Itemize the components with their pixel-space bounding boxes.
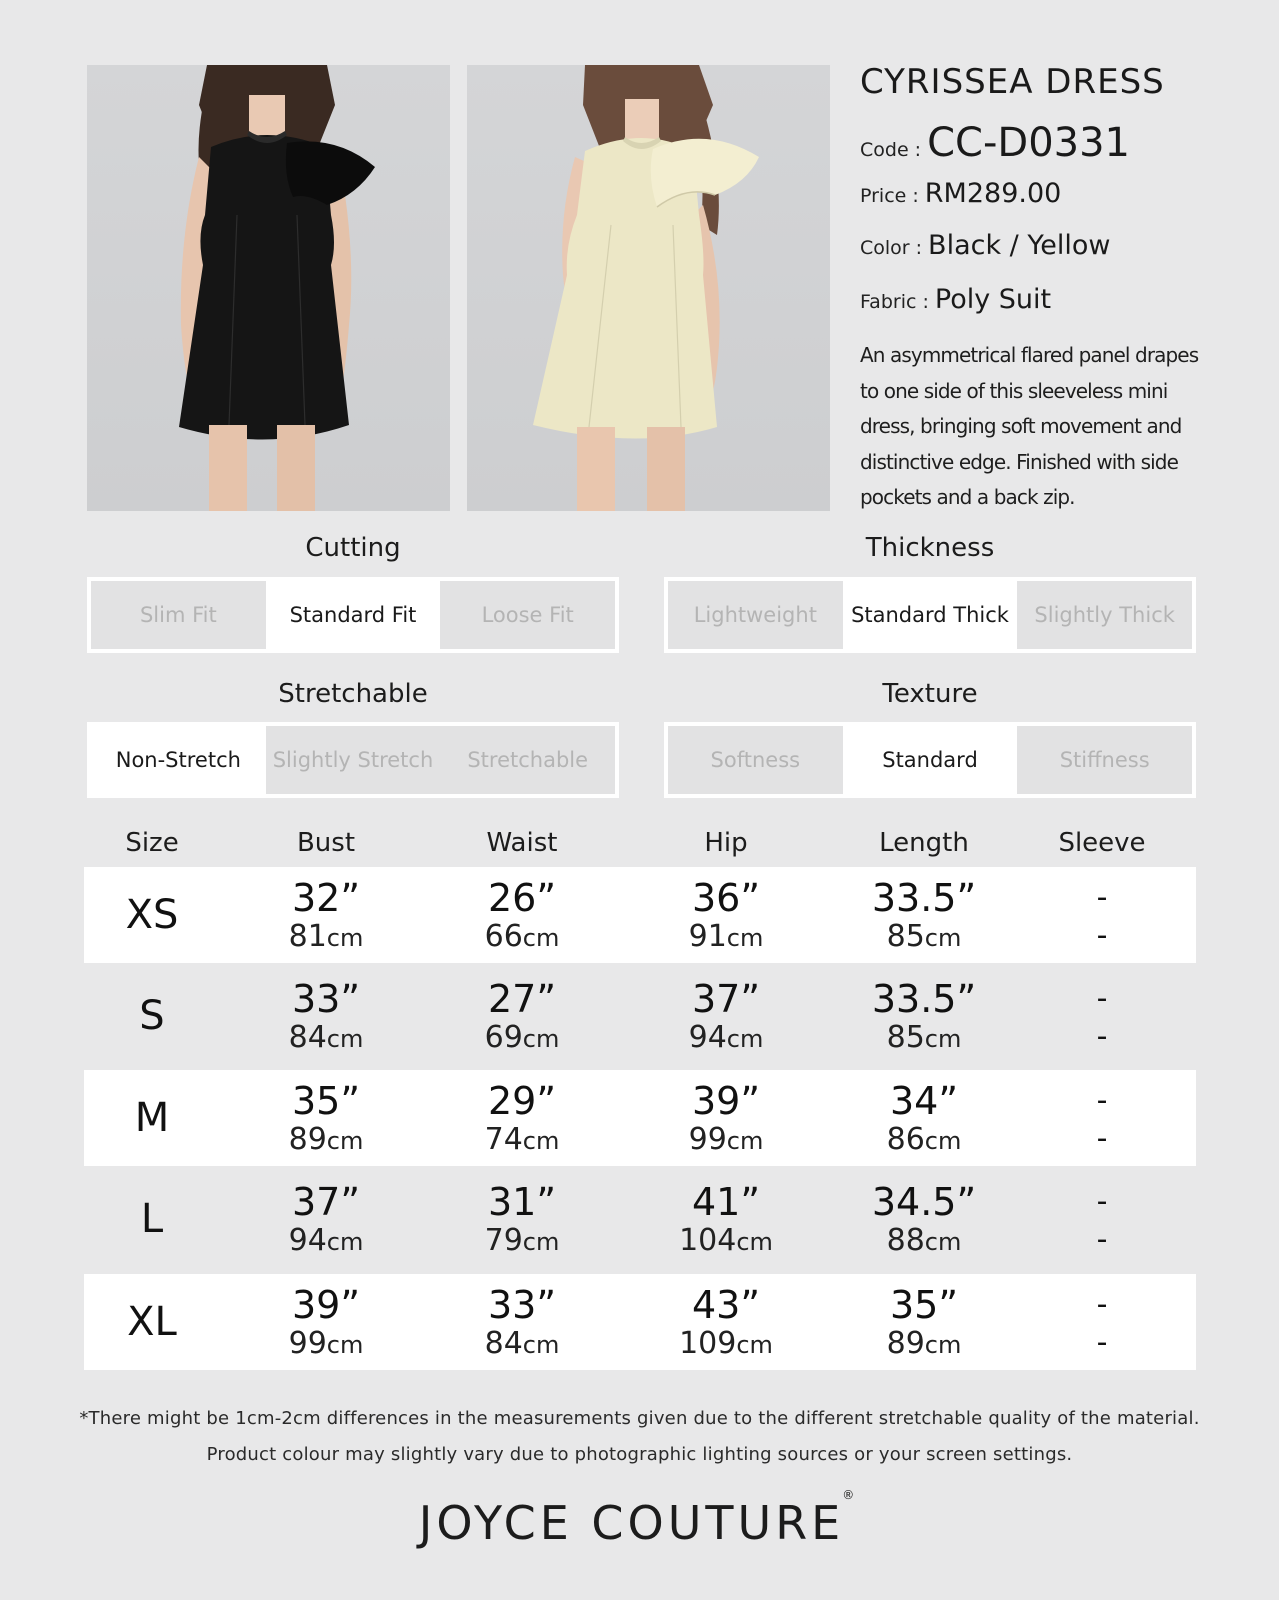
waist-cm — [442, 1326, 602, 1363]
bust-cm-value: 84 — [288, 1020, 327, 1055]
table-row — [84, 1171, 1196, 1267]
bust-inches: 39” — [291, 1283, 361, 1327]
cm-unit: cm — [326, 1331, 364, 1359]
waist-cm-value: 74 — [484, 1122, 523, 1157]
waist-cm — [442, 1020, 602, 1057]
sleeve-inches: - — [1096, 1184, 1108, 1219]
cm-unit: cm — [924, 1228, 962, 1256]
length-cm — [844, 1326, 1004, 1363]
yellow-dress-photo — [467, 65, 830, 511]
thickness-option-slightly-thick[interactable]: Slightly Thick — [1034, 603, 1175, 627]
table-row — [84, 1274, 1196, 1370]
bust-cell — [246, 1181, 406, 1260]
cm-unit: cm — [326, 1025, 364, 1053]
product-name: CYRISSEA DRESS — [860, 62, 1165, 102]
hip-inches: 41” — [691, 1180, 761, 1224]
product-color: Black / Yellow — [928, 230, 1111, 261]
waist-cell — [442, 1181, 602, 1260]
cutting-option-standard-fit[interactable]: Standard Fit — [266, 581, 441, 649]
sleeve-cm: - — [1096, 1121, 1108, 1156]
sleeve-cell — [1022, 980, 1182, 1056]
sleeve-inches: - — [1096, 1083, 1108, 1118]
waist-cm — [442, 1223, 602, 1260]
size-label: XS — [125, 892, 179, 938]
stretchable-title: Stretchable — [278, 679, 428, 709]
product-price: RM289.00 — [924, 178, 1062, 209]
bust-cm — [246, 1020, 406, 1057]
cutting-selector — [87, 577, 619, 653]
sleeve-cm: - — [1096, 1019, 1108, 1054]
product-description: An asymmetrical flared panel drapes to one side of this sleeveless mini dress, bringing soft movement and distinctive edge. Finished with side pockets and a back zip. — [860, 343, 1199, 509]
colour-note: Product colour may slightly vary due to photographic lighting sources or your screen settings. — [206, 1444, 1073, 1465]
black-dress-illustration — [87, 65, 450, 511]
length-cm-value: 86 — [886, 1122, 925, 1157]
size-label: L — [140, 1196, 164, 1242]
bust-inches: 37” — [291, 1180, 361, 1224]
hip-cm — [646, 1122, 806, 1159]
length-inches: 33.5” — [871, 876, 977, 920]
cm-unit: cm — [326, 924, 364, 952]
cm-unit: cm — [522, 1228, 560, 1256]
length-cell — [844, 978, 1004, 1057]
waist-cm — [442, 919, 602, 956]
texture-option-softness[interactable]: Softness — [710, 748, 801, 772]
length-inches: 34” — [889, 1079, 959, 1123]
texture-title: Texture — [882, 679, 978, 709]
bust-cm-value: 81 — [288, 919, 327, 954]
cm-unit: cm — [326, 1228, 364, 1256]
hip-cell — [646, 1080, 806, 1159]
hip-cell — [646, 1284, 806, 1363]
price-label: Price : — [860, 185, 919, 207]
hip-cm-value: 104 — [679, 1223, 737, 1258]
hip-cm — [646, 1223, 806, 1260]
cutting-title: Cutting — [305, 533, 401, 563]
header-hip: Hip — [704, 828, 748, 858]
length-cm-value: 89 — [886, 1326, 925, 1361]
sleeve-inches: - — [1096, 981, 1108, 1016]
hip-cm-value: 91 — [688, 919, 727, 954]
waist-cm — [442, 1122, 602, 1159]
thickness-option-lightweight[interactable]: Lightweight — [693, 603, 817, 627]
hip-cell — [646, 978, 806, 1057]
bust-inches: 32” — [291, 876, 361, 920]
product-fabric-row — [860, 284, 1051, 315]
table-row — [84, 968, 1196, 1064]
stretch-option-slightly-stretch[interactable]: Slightly Stretch — [272, 748, 434, 772]
header-bust: Bust — [296, 828, 356, 858]
bust-cm — [246, 1326, 406, 1363]
texture-option-standard[interactable]: Standard — [843, 726, 1018, 794]
length-inches: 34.5” — [871, 1180, 977, 1224]
cm-unit: cm — [726, 1127, 764, 1155]
header-length: Length — [879, 828, 969, 858]
hip-cm-value: 99 — [688, 1122, 727, 1157]
cm-unit: cm — [522, 924, 560, 952]
hip-inches: 37” — [691, 977, 761, 1021]
thickness-title: Thickness — [865, 533, 995, 563]
length-cm-value: 85 — [886, 919, 925, 954]
waist-cell — [442, 1080, 602, 1159]
color-label: Color : — [860, 237, 923, 259]
cm-unit: cm — [736, 1331, 773, 1359]
hip-cm-value: 94 — [688, 1020, 727, 1055]
length-cell — [844, 1181, 1004, 1260]
sleeve-cell — [1022, 1183, 1182, 1259]
cm-unit: cm — [326, 1127, 364, 1155]
brand-name: JOYCE COUTURE — [418, 1496, 845, 1550]
hip-cm — [646, 919, 806, 956]
product-code-row — [860, 120, 1130, 166]
cm-unit: cm — [924, 924, 962, 952]
thickness-option-standard-thick[interactable]: Standard Thick — [843, 581, 1018, 649]
size-label: XL — [127, 1299, 177, 1345]
cm-unit: cm — [924, 1025, 962, 1053]
hip-inches: 39” — [691, 1079, 761, 1123]
waist-cm-value: 66 — [484, 919, 523, 954]
cm-unit: cm — [726, 1025, 764, 1053]
waist-cm-value: 79 — [484, 1223, 523, 1258]
length-inches: 33.5” — [871, 977, 977, 1021]
sleeve-cell — [1022, 1286, 1182, 1362]
texture-option-stiffness[interactable]: Stiffness — [1059, 748, 1150, 772]
waist-inches: 29” — [487, 1079, 557, 1123]
sleeve-cell — [1022, 879, 1182, 955]
registered-mark: ® — [842, 1488, 859, 1502]
bust-cm — [246, 1122, 406, 1159]
bust-cell — [246, 1284, 406, 1363]
fabric-label: Fabric : — [860, 291, 929, 313]
length-inches: 35” — [889, 1283, 959, 1327]
waist-inches: 27” — [487, 977, 557, 1021]
waist-cell — [442, 877, 602, 956]
sleeve-cm: - — [1096, 918, 1108, 953]
texture-selector — [664, 722, 1196, 798]
hip-inches: 36” — [691, 876, 761, 920]
bust-cm-value: 89 — [288, 1122, 327, 1157]
cm-unit: cm — [924, 1331, 962, 1359]
bust-cm — [246, 1223, 406, 1260]
measurement-note: *There might be 1cm-2cm differences in the measurements given due to the different stretchable quality of the material. — [79, 1408, 1200, 1429]
sleeve-inches: - — [1096, 1287, 1108, 1322]
black-dress-photo — [87, 65, 450, 511]
cm-unit: cm — [522, 1331, 560, 1359]
brand-logo — [0, 1488, 1279, 1550]
length-cm — [844, 1020, 1004, 1057]
table-row — [84, 867, 1196, 963]
cm-unit: cm — [924, 1127, 962, 1155]
hip-cell — [646, 877, 806, 956]
cm-unit: cm — [522, 1127, 560, 1155]
length-cm — [844, 1223, 1004, 1260]
hip-cell — [646, 1181, 806, 1260]
sleeve-inches: - — [1096, 880, 1108, 915]
stretch-option-stretchable[interactable]: Stretchable — [467, 748, 589, 772]
sleeve-cell — [1022, 1082, 1182, 1158]
stretch-option-non-stretch[interactable]: Non-Stretch — [91, 726, 266, 794]
size-label: M — [134, 1095, 170, 1141]
product-code: CC-D0331 — [927, 120, 1130, 166]
bust-cell — [246, 978, 406, 1057]
waist-cm-value: 84 — [484, 1326, 523, 1361]
waist-inches: 31” — [487, 1180, 557, 1224]
product-info — [860, 60, 1220, 509]
sleeve-cm: - — [1096, 1325, 1108, 1360]
length-cm — [844, 1122, 1004, 1159]
bust-cm-value: 94 — [288, 1223, 327, 1258]
bust-cell — [246, 1080, 406, 1159]
length-cm — [844, 919, 1004, 956]
bust-cm-value: 99 — [288, 1326, 327, 1361]
product-price-row — [860, 178, 1061, 209]
header-sleeve: Sleeve — [1058, 828, 1146, 858]
cutting-option-loose-fit[interactable]: Loose Fit — [481, 603, 574, 627]
length-cell — [844, 1080, 1004, 1159]
bust-inches: 35” — [291, 1079, 361, 1123]
stretchable-selector — [87, 722, 619, 798]
bust-cell — [246, 877, 406, 956]
yellow-dress-illustration — [467, 65, 830, 511]
waist-cell — [442, 1284, 602, 1363]
waist-inches: 33” — [487, 1283, 557, 1327]
waist-inches: 26” — [487, 876, 557, 920]
size-table-header — [84, 828, 1196, 864]
table-row — [84, 1070, 1196, 1166]
hip-inches: 43” — [691, 1283, 761, 1327]
hip-cm-value: 109 — [679, 1326, 737, 1361]
thickness-selector — [664, 577, 1196, 653]
header-size: Size — [125, 828, 179, 858]
cm-unit: cm — [736, 1228, 773, 1256]
length-cell — [844, 1284, 1004, 1363]
size-label: S — [139, 993, 165, 1039]
product-fabric: Poly Suit — [934, 284, 1052, 315]
header-waist: Waist — [486, 828, 558, 858]
code-label: Code : — [860, 139, 922, 161]
sleeve-cm: - — [1096, 1222, 1108, 1257]
waist-cm-value: 69 — [484, 1020, 523, 1055]
bust-inches: 33” — [291, 977, 361, 1021]
length-cell — [844, 877, 1004, 956]
cm-unit: cm — [726, 924, 764, 952]
hip-cm — [646, 1020, 806, 1057]
product-color-row — [860, 230, 1110, 261]
cutting-option-slim-fit[interactable]: Slim Fit — [139, 603, 217, 627]
hip-cm — [646, 1326, 806, 1363]
waist-cell — [442, 978, 602, 1057]
bust-cm — [246, 919, 406, 956]
length-cm-value: 88 — [886, 1223, 925, 1258]
cm-unit: cm — [522, 1025, 560, 1053]
length-cm-value: 85 — [886, 1020, 925, 1055]
